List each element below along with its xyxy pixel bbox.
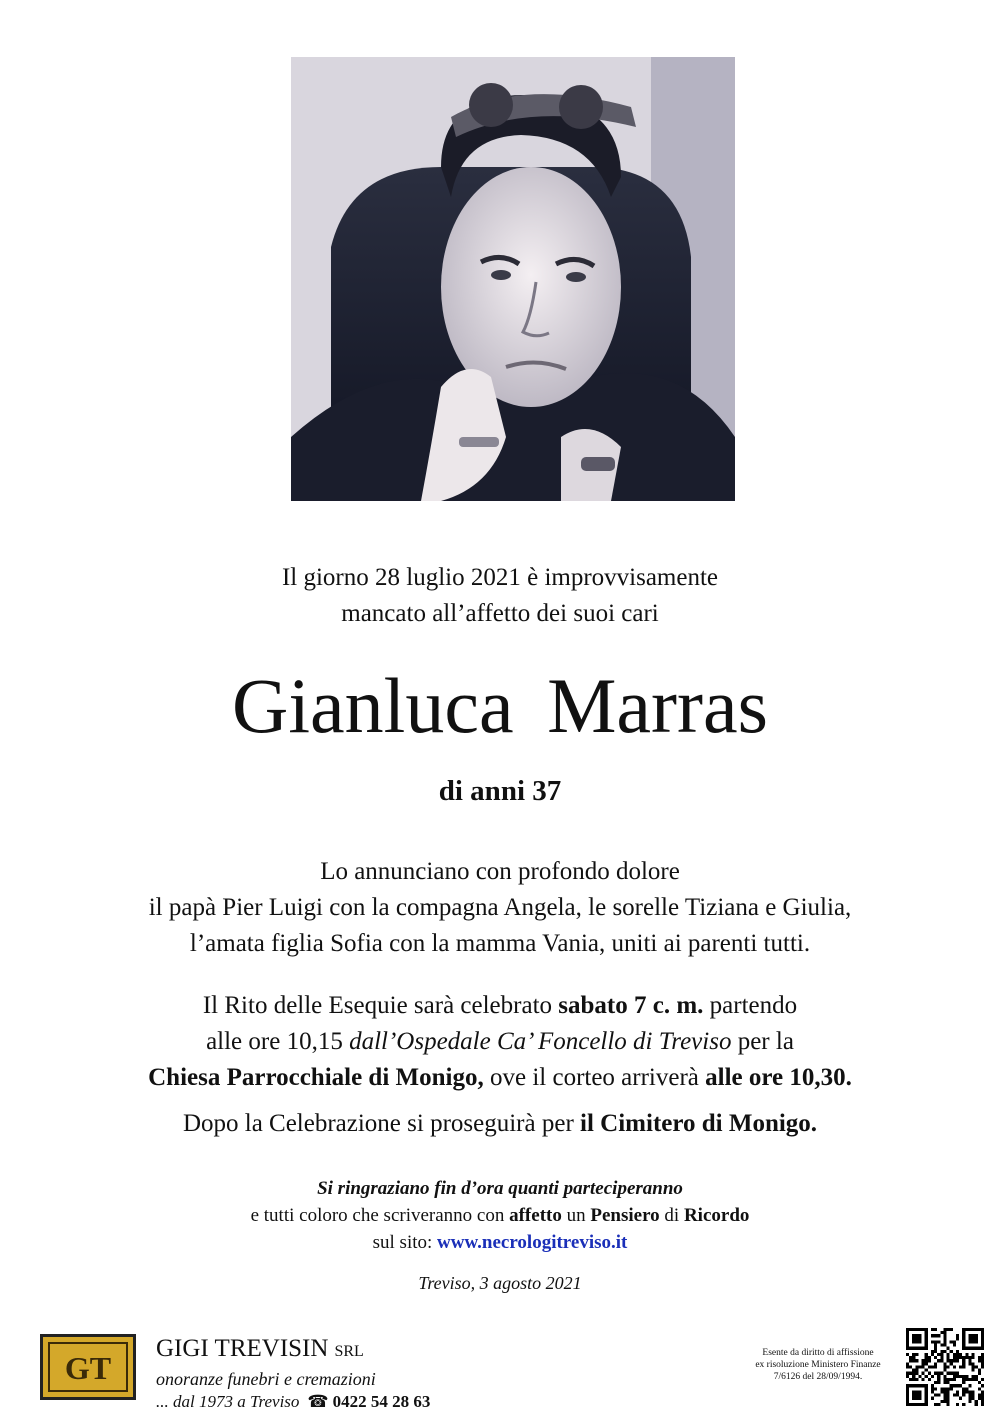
thanks-text-part: di <box>659 1205 684 1226</box>
legal-line-3: 7/6126 del 28/09/1994. <box>773 1372 863 1382</box>
deceased-name: Gianluca Marras <box>232 662 768 749</box>
thanks-text-part: un <box>561 1205 591 1226</box>
thanks-word-pensiero: Pensiero <box>590 1205 660 1226</box>
rite-departure-place: dall’Ospedale Ca’ Foncello di Treviso <box>349 1028 732 1055</box>
logo-text: GT <box>64 1350 112 1386</box>
company-since: ... dal 1973 a Treviso <box>156 1392 300 1411</box>
company-name-line <box>156 1334 430 1367</box>
burial-place: il Cimitero di Monigo. <box>580 1110 818 1137</box>
thanks-site-label: sul sito: <box>372 1232 438 1253</box>
intro-line-2: mancato all’affetto dei suoi cari <box>341 600 659 627</box>
intro-line-1: Il giorno 28 luglio 2021 è improvvisamente <box>281 564 719 591</box>
legal-note <box>738 1347 898 1383</box>
thanks-word-ricordo: Ricordo <box>683 1205 750 1226</box>
company-name: GIGI TREVISIN <box>156 1335 329 1362</box>
thanks-line-1 <box>0 1175 1000 1202</box>
rite-text: alle ore 10,15 <box>206 1028 350 1055</box>
thanks-line-3 <box>0 1229 1000 1256</box>
funeral-rite-text <box>0 988 1000 1096</box>
rite-line-3 <box>0 1060 1000 1096</box>
company-info <box>156 1334 430 1413</box>
legal-line-1: Esente da diritto di affissione <box>762 1348 874 1358</box>
place-date: Treviso, 3 agosto 2021 <box>418 1273 582 1293</box>
company-suffix: SRL <box>334 1343 364 1360</box>
announce-line-3: l’amata figlia Sofia con la mamma Vania, uniti ai parenti tutti. <box>189 930 811 957</box>
thanks-text-part: e tutti coloro che scriveranno con <box>250 1205 510 1226</box>
rite-date: sabato 7 c. m. <box>558 992 704 1019</box>
announce-line-2: il papà Pier Luigi con la compagna Angela, le sorelle Tiziana e Giulia, <box>148 894 852 921</box>
thanks-line-2 <box>0 1202 1000 1229</box>
rite-line-2 <box>0 1024 1000 1060</box>
age-text: di anni 37 <box>438 775 562 807</box>
burial-lead: Dopo la Celebrazione si proseguirà per <box>182 1110 581 1137</box>
rite-church: Chiesa Parrocchiale di Monigo, <box>148 1064 484 1091</box>
thanks-word-affetto: affetto <box>509 1205 562 1226</box>
announcement-text <box>0 854 1000 962</box>
rite-line-1 <box>0 988 1000 1024</box>
rite-text: Il Rito delle Esequie sarà celebrato <box>202 992 559 1019</box>
rite-text: per la <box>731 1028 794 1055</box>
legal-line-2: ex risoluzione Ministero Finanze <box>755 1360 881 1370</box>
burial-text <box>0 1106 1000 1142</box>
company-logo <box>40 1334 136 1400</box>
phone-number[interactable]: 0422 54 28 63 <box>332 1392 431 1411</box>
intro-text <box>0 560 1000 632</box>
rite-text: partendo <box>703 992 798 1019</box>
thanks-lead: Si ringraziano fin d’ora quanti parteciperanno <box>317 1178 683 1199</box>
telephone-icon: ☎ <box>307 1392 329 1411</box>
thanks-text <box>0 1175 1000 1256</box>
company-subtitle: onoranze funebri e cremazioni <box>156 1369 376 1389</box>
announce-line-1: Lo annunciano con profondo dolore <box>320 858 680 885</box>
rite-arrival-time: alle ore 10,30. <box>705 1064 852 1091</box>
company-contact <box>156 1391 430 1413</box>
rite-text: ove il corteo arriverà <box>483 1064 706 1091</box>
portrait-photo <box>291 57 735 501</box>
website-link[interactable]: www.necrologitreviso.it <box>437 1232 628 1253</box>
qr-code-icon[interactable] <box>906 1328 984 1406</box>
